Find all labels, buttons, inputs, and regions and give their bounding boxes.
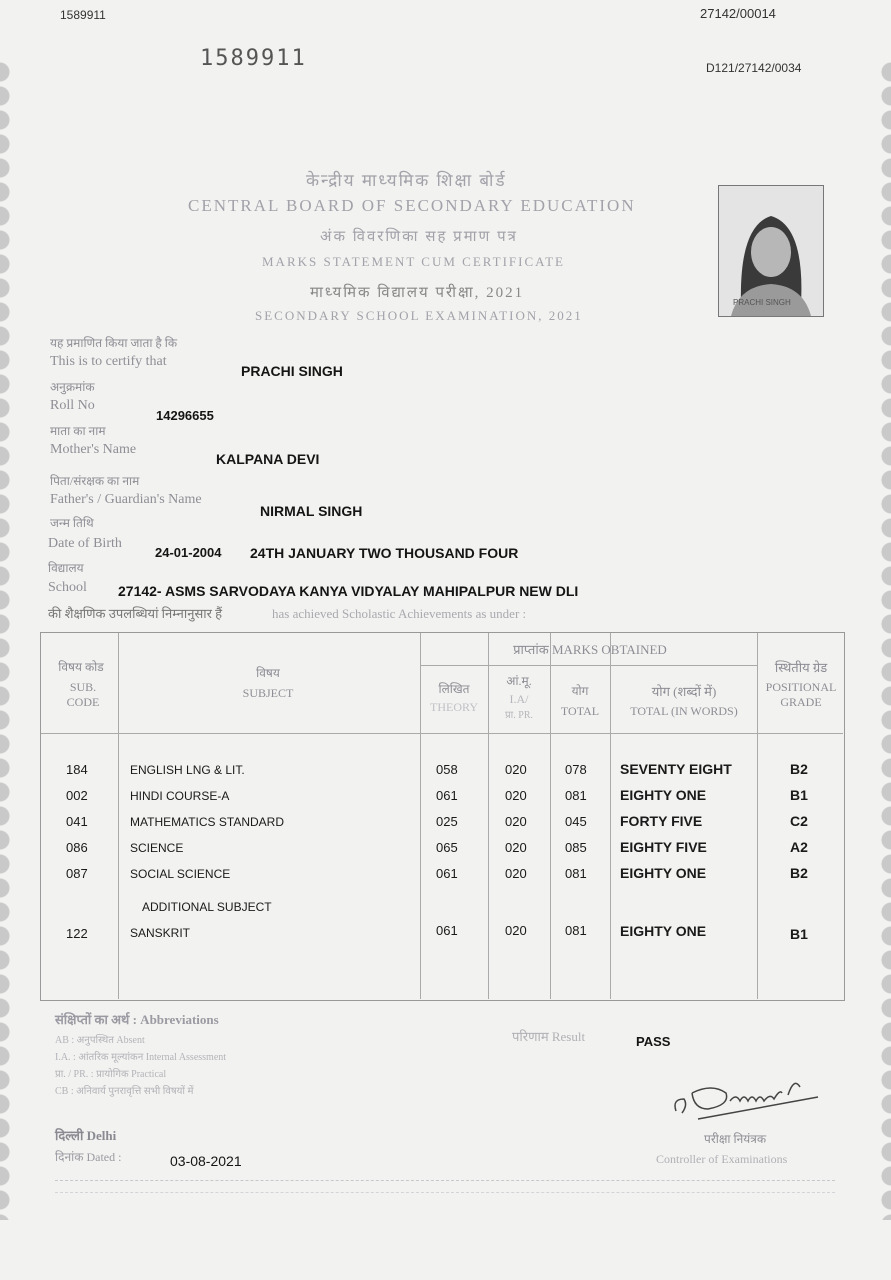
- row-grade: B2: [790, 761, 808, 777]
- row-total: 085: [565, 840, 587, 855]
- row-code: 087: [66, 866, 88, 881]
- dob-words: 24TH JANUARY TWO THOUSAND FOUR: [250, 545, 519, 561]
- portrait-image: [719, 186, 823, 316]
- th-pr: प्रा. PR.: [504, 710, 533, 721]
- row-subject: HINDI COURSE-A: [130, 789, 230, 803]
- mother-hindi: माता का नाम: [50, 424, 106, 438]
- th-ia: I.A/: [509, 692, 529, 706]
- signature: [668, 1075, 828, 1125]
- row-theory: 025: [436, 814, 458, 829]
- col-divider: [550, 633, 551, 999]
- header-divider: [420, 665, 757, 666]
- header-bottom-divider: [41, 733, 843, 734]
- th-grade: POSITIONAL GRADE: [765, 680, 837, 709]
- th-subject: SUBJECT: [242, 686, 294, 700]
- row-theory: 061: [436, 788, 458, 803]
- school-label: School: [48, 580, 87, 595]
- row-ia: 020: [505, 788, 527, 803]
- serial-small: 1589911: [60, 8, 106, 22]
- row-ia: 020: [505, 814, 527, 829]
- th-theory-hindi: लिखित: [438, 682, 470, 696]
- abbreviation-line: AB : अनुपस्थित Absent: [55, 1035, 145, 1046]
- footer-divider: [55, 1192, 835, 1194]
- row-code: 041: [66, 814, 88, 829]
- place: [55, 1126, 116, 1144]
- footer-divider: [55, 1180, 835, 1182]
- th-words-hindi: योग (शब्दों में): [651, 684, 717, 699]
- th-marks-label: MARKS OBTAINED: [551, 642, 667, 657]
- additional-subject-label: ADDITIONAL SUBJECT: [142, 900, 272, 914]
- row-total: 045: [565, 814, 587, 829]
- row-theory: 058: [436, 762, 458, 777]
- mother-name: KALPANA DEVI: [216, 451, 320, 467]
- roll-label: Roll No: [50, 398, 95, 413]
- achieved-hindi: की शैक्षणिक उपलब्धियां निम्नानुसार हैं: [48, 606, 223, 621]
- col-divider: [488, 633, 489, 999]
- dob-label: Date of Birth: [48, 536, 122, 551]
- row-words: EIGHTY ONE: [620, 865, 707, 881]
- row-theory: 061: [436, 866, 458, 881]
- school-hindi: विद्यालय: [48, 561, 84, 575]
- row-ia: 020: [505, 866, 527, 881]
- father-hindi: पिता/संरक्षक का नाम: [50, 474, 140, 488]
- father-name: NIRMAL SINGH: [260, 503, 363, 519]
- row-ia: 020: [505, 923, 527, 938]
- row-subject: SCIENCE: [130, 841, 184, 855]
- th-total: TOTAL: [560, 704, 600, 718]
- dated-label: दिनांक Dated :: [55, 1150, 122, 1164]
- roll-hindi: अनुक्रमांक: [50, 380, 95, 394]
- row-total: 081: [565, 866, 587, 881]
- dob-value: 24-01-2004: [155, 545, 222, 560]
- exam-name: SECONDARY SCHOOL EXAMINATION, 2021: [255, 308, 583, 323]
- row-total: 081: [565, 923, 587, 938]
- col-divider: [420, 633, 421, 999]
- row-subject: SANSKRIT: [130, 926, 191, 940]
- row-code: 184: [66, 762, 88, 777]
- school-name: 27142- ASMS SARVODAYA KANYA VIDYALAY MAHIPALPUR NEW DLI: [118, 583, 579, 599]
- row-words: FORTY FIVE: [620, 813, 703, 829]
- exam-hindi: माध्यमिक विद्यालय परीक्षा, 2021: [310, 285, 525, 301]
- th-total-hindi: योग: [571, 684, 589, 698]
- result-value: PASS: [636, 1034, 671, 1049]
- row-grade: A2: [790, 839, 808, 855]
- board-name-hindi: केन्द्रीय माध्यमिक शिक्षा बोर्ड: [306, 171, 507, 190]
- doc-code: D121/27142/0034: [706, 61, 802, 75]
- col-divider: [757, 633, 758, 999]
- certificate-title: MARKS STATEMENT CUM CERTIFICATE: [262, 254, 565, 269]
- border-left-pattern: [0, 60, 24, 1220]
- row-theory: 065: [436, 840, 458, 855]
- abbreviations-title: संक्षिप्तों का अर्थ : Abbreviations: [55, 1012, 219, 1027]
- certify-hindi: यह प्रमाणित किया जाता है कि: [50, 336, 178, 350]
- th-subject-hindi: विषय: [256, 666, 280, 680]
- row-subject: MATHEMATICS STANDARD: [130, 815, 285, 829]
- title-hindi: अंक विवरणिका सह प्रमाण पत्र: [320, 229, 518, 245]
- board-name: CENTRAL BOARD OF SECONDARY EDUCATION: [188, 196, 636, 215]
- abbreviation-line: CB : अनिवार्य पुनरावृत्ति सभी विषयों में: [55, 1086, 194, 1097]
- row-grade: B1: [790, 926, 808, 942]
- row-code: 002: [66, 788, 88, 803]
- code-top-right: 27142/00014: [700, 6, 776, 21]
- th-ia-hindi: आं.मू.: [506, 674, 532, 688]
- row-total: 078: [565, 762, 587, 777]
- row-words: SEVENTY EIGHT: [620, 761, 732, 777]
- row-subject: ENGLISH LNG & LIT.: [130, 763, 245, 777]
- th-code: SUB. CODE: [66, 680, 100, 709]
- th-code-hindi: विषय कोड: [58, 660, 104, 674]
- row-code: 122: [66, 926, 88, 941]
- row-words: EIGHTY FIVE: [620, 839, 707, 855]
- row-ia: 020: [505, 762, 527, 777]
- th-theory: THEORY: [430, 700, 478, 714]
- photo-caption: PRACHI SINGH: [733, 298, 791, 307]
- candidate-photo: [718, 185, 824, 317]
- row-grade: B1: [790, 787, 808, 803]
- border-right-pattern: [867, 60, 891, 1220]
- achieved-label: has achieved Scholastic Achievements as under :: [272, 606, 527, 621]
- dob-hindi: जन्म तिथि: [50, 516, 94, 530]
- father-label: Father's / Guardian's Name: [50, 492, 202, 507]
- roll-number: 14296655: [156, 408, 214, 423]
- row-grade: C2: [790, 813, 808, 829]
- place-english: Delhi: [86, 1128, 117, 1143]
- certify-label: This is to certify that: [50, 354, 167, 369]
- row-grade: B2: [790, 865, 808, 881]
- row-code: 086: [66, 840, 88, 855]
- col-divider: [118, 633, 119, 999]
- result-label: परिणाम Result: [512, 1029, 586, 1044]
- th-words: TOTAL (IN WORDS): [630, 704, 738, 718]
- th-marks-hindi: प्राप्तांक: [513, 642, 549, 657]
- col-divider: [610, 633, 611, 999]
- row-words: EIGHTY ONE: [620, 787, 707, 803]
- mother-label: Mother's Name: [50, 442, 137, 457]
- row-total: 081: [565, 788, 587, 803]
- row-subject: SOCIAL SCIENCE: [130, 867, 231, 881]
- row-ia: 020: [505, 840, 527, 855]
- candidate-name: PRACHI SINGH: [241, 363, 343, 379]
- issue-date: 03-08-2021: [170, 1153, 242, 1169]
- place-hindi: दिल्ली: [55, 1128, 84, 1143]
- serial-large: 1589911: [200, 46, 307, 71]
- controller-hindi: परीक्षा नियंत्रक: [704, 1132, 767, 1146]
- th-marks: [470, 642, 710, 657]
- th-grade-hindi: स्थितीय ग्रेड: [774, 660, 828, 675]
- row-words: EIGHTY ONE: [620, 923, 707, 939]
- controller-label: Controller of Examinations: [656, 1152, 788, 1166]
- abbreviation-line: I.A. : आंतरिक मूल्यांकन Internal Assessment: [55, 1052, 227, 1063]
- row-theory: 061: [436, 923, 458, 938]
- abbreviation-line: प्रा. / PR. : प्रायोगिक Practical: [55, 1069, 167, 1080]
